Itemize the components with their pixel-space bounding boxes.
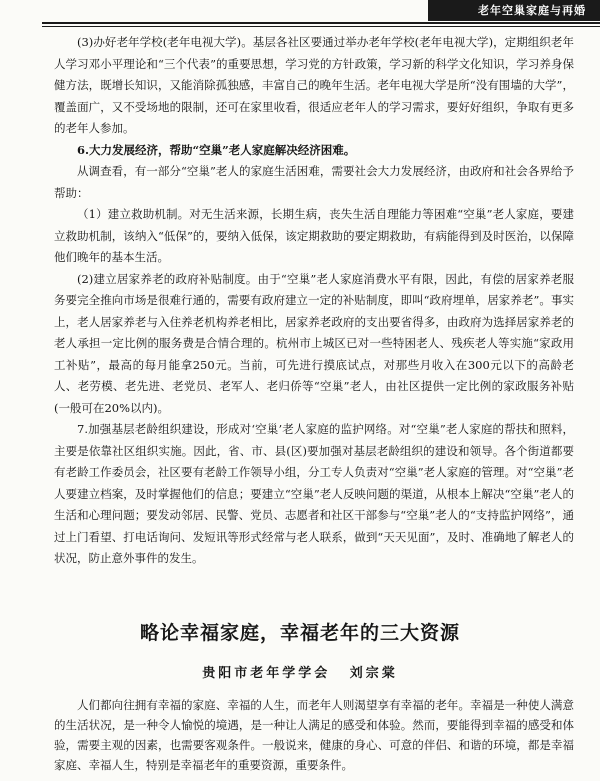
paragraph-monitoring-network: 7.加强基层老龄组织建设，形成对‘空巢’老人家庭的监护网络。对“空巢”老人家庭的帮扶和照料，主要是依靠社区组织实施。因此，省、市、县(区)要加强对基层老龄组织的建设和领导。各个街道都要有老龄工作委员会，社区要有老龄工作领导小组，分工专人负责对“空巢”老人家庭的管理。对“空巢”老人要建立档案，及时掌握他们的信息；要建立“空巢”老人反映问题的渠道，从根本上解决“空巢”老人的生活和心理问题；要发动邻居、民警、党员、志愿者和社区干部参与“空巢”老人的“支持监护网络”，通过上门看望、打电话询问、发短讯等形式经常与老人联系，做到“天天见面”，及时、准确地了解老人的状况，防止意外事件的发生。 <box>54 422 574 565</box>
header-rule <box>42 22 600 27</box>
paragraph-subsidy-system: (2)建立居家养老的政府补贴制度。由于“空巢”老人家庭消费水平有限，因此，有偿的居家养老服务要完全推向市场是很难行通的，需要有政府建立一定的补贴制度，即叫“政府埋单，居家养老”。事实上，老人居家养老与入住养老机构养老相比，居家养老政府的支出要省得多，由政府为选择居家养老的老人承担一定比例的服务费是合情合理的。杭州市上城区已对一些特困老人、残疾老人等实施“家政用工补贴”，最高的每月能拿250元。当前，可先进行摸底试点，对那些月收入在300元以下的高龄老人、老劳模、老先进、老党员、老军人、老归侨等“空巢”老人，由社区提供一定比例的家政服务补贴(一般可在20%以内)。 <box>54 271 574 415</box>
intro-paragraph: 人们都向往拥有幸福的家庭、幸福的人生，而老年人则渴望享有幸福的老年。幸福是一种使人满意的生活状况，是一种令人愉悦的境遇，是一种让人满足的感受和体验。然而，要能得到幸福的感受和体验，需要主观的因素，也需要客观条件。一般说来，健康的身心、可意的伴侣、和谐的环境，都是幸福家庭、幸福人生，特别是幸福老年的重要资源，重要条件。 <box>54 698 574 772</box>
article-body-continued <box>54 32 574 570</box>
article-intro <box>54 695 574 775</box>
author-organization: 贵阳市老年学学会 <box>202 666 331 681</box>
paragraph-economy-intro: 从调查看，有一部分“空巢”老人的家庭生活困难，需要社会大力发展经济，由政府和社会各界给予帮助： <box>54 164 574 200</box>
author-name: 刘宗棠 <box>349 666 398 681</box>
running-header: 老年空巢家庭与再婚 <box>428 0 600 21</box>
paragraph-senior-school: (3)办好老年学校(老年电视大学)。基层各社区要通过举办老年学校(老年电视大学)，定期组织老年人学习邓小平理论和“三个代表”的重要思想，学习党的方针政策，学习新的科学文化知识，学习养身保健方法，既增长知识，又能消除孤独感，丰富自己的晚年生活。老年电视大学是所“没有围墙的大学”，覆盖面广，又不受场地的限制，还可在家里收看，很适应老年人的学习需求，要好好组织，争取有更多的老年人参加。 <box>54 35 574 135</box>
byline <box>0 662 600 681</box>
paragraph-relief-mechanism: （1）建立救助机制。对无生活来源，长期生病，丧失生活自理能力等困难“空巢”老人家庭，要建立救助机制，该纳入“低保”的，要纳入低保，该定期救助的要定期救助，有病能得到及时医治，以保障他们晚年的基本生活。 <box>54 207 574 264</box>
paragraph-heading-economy: 6.大力发展经济，帮助“空巢”老人家庭解决经济困难。 <box>77 142 356 157</box>
article-title: 略论幸福家庭，幸福老年的三大资源 <box>139 622 460 644</box>
